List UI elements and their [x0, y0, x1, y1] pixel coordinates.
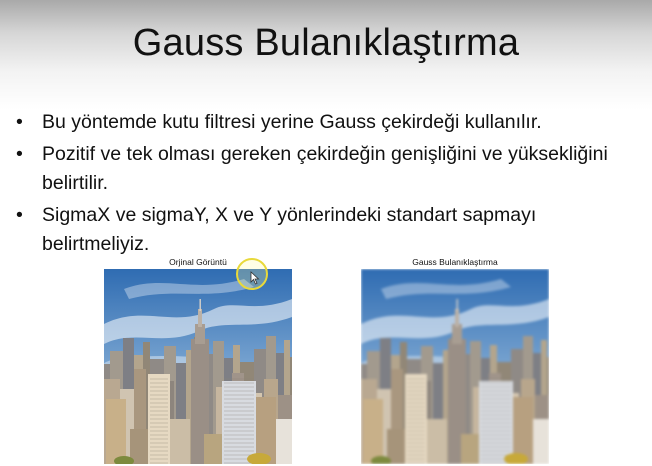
mouse-pointer-icon	[250, 271, 260, 285]
bullet-item	[16, 108, 636, 137]
blurred-city-image	[361, 269, 549, 464]
blurred-image-caption: Gauss Bulanıklaştırma	[412, 257, 498, 267]
bullet-dot-icon: •	[16, 111, 23, 133]
bullet-item	[16, 201, 636, 259]
bullet-dot-icon: •	[16, 143, 23, 165]
bullet-item	[16, 140, 636, 198]
original-city-image	[104, 269, 292, 464]
bullet-list	[16, 108, 636, 262]
original-image-caption: Orjinal Görüntü	[169, 257, 227, 267]
slide-title: Gauss Bulanıklaştırma	[132, 22, 520, 64]
blurred-image-figure	[361, 256, 549, 464]
bullet-text: SigmaX ve sigmaY, X ve Y yönlerindeki standart sapmayı belirtmeliyiz.	[42, 204, 537, 255]
original-image-figure	[104, 256, 292, 464]
bullet-text: Bu yöntemde kutu filtresi yerine Gauss çekirdeği kullanılır.	[42, 111, 542, 133]
bullet-dot-icon: •	[16, 204, 23, 226]
bullet-text: Pozitif ve tek olması gereken çekirdeğin genişliğini ve yüksekliğini belirtilir.	[42, 143, 608, 194]
